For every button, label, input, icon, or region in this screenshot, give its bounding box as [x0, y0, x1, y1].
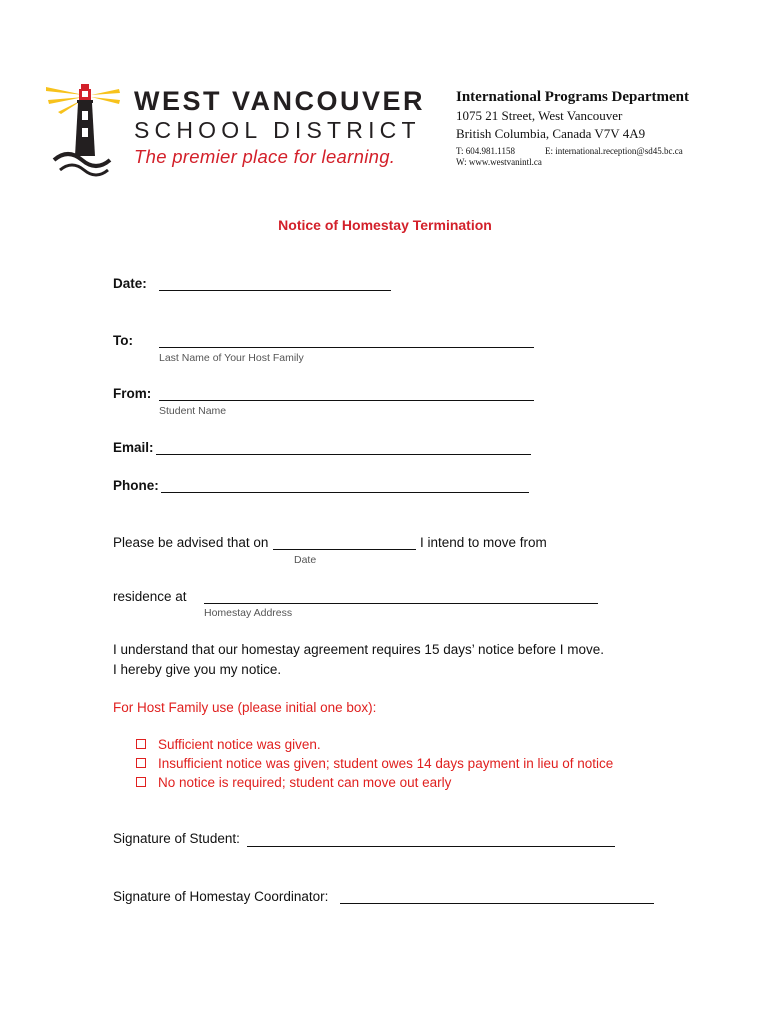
- option-sufficient-label: Sufficient notice was given.: [158, 737, 321, 752]
- option-no-notice: [136, 775, 451, 790]
- department-phone-email: [456, 146, 689, 156]
- department-web: W: www.westvanintl.ca: [456, 157, 542, 167]
- document-title: Notice of Homestay Termination: [278, 217, 492, 233]
- checkbox-sufficient[interactable]: [136, 739, 146, 749]
- from-label: From:: [113, 386, 152, 401]
- department-phone: T: 604.981.1158: [456, 146, 515, 156]
- checkbox-insufficient[interactable]: [136, 758, 146, 768]
- department-city: British Columbia, Canada V7V 4A9: [456, 126, 646, 141]
- to-hint: Last Name of Your Host Family: [159, 352, 304, 364]
- date-field[interactable]: [159, 290, 391, 291]
- homestay-address-field[interactable]: [204, 603, 598, 604]
- lighthouse-icon: [44, 78, 124, 178]
- from-hint: Student Name: [159, 405, 227, 417]
- agreement-line-2: I hereby give you my notice.: [113, 662, 282, 677]
- host-family-use-heading: For Host Family use (please initial one box):: [113, 700, 377, 715]
- move-date-hint: Date: [294, 554, 317, 566]
- department-title: International Programs Department: [456, 89, 690, 105]
- to-label: To:: [113, 333, 133, 348]
- brand-tagline: The premier place for learning.: [134, 146, 396, 167]
- email-field[interactable]: [156, 454, 531, 455]
- department-email: E: international.reception@sd45.bc.ca: [544, 146, 683, 156]
- signature-student-label: Signature of Student:: [113, 831, 240, 846]
- signature-coordinator-label: Signature of Homestay Coordinator:: [113, 889, 329, 904]
- option-insufficient: [136, 756, 613, 771]
- signature-coordinator-field[interactable]: [340, 903, 654, 904]
- checkbox-no-notice[interactable]: [136, 777, 146, 787]
- brand-subname: SCHOOL DISTRICT: [134, 117, 421, 143]
- date-label: Date:: [113, 276, 147, 291]
- phone-field[interactable]: [161, 492, 529, 493]
- move-date-field[interactable]: [273, 549, 416, 550]
- department-contact: [456, 89, 689, 167]
- agreement-line-1: I understand that our homestay agreement requires 15 days’ notice before I move.: [113, 642, 605, 657]
- residence-label: residence at: [113, 589, 187, 604]
- brand-name: WEST VANCOUVER: [134, 86, 426, 116]
- to-field[interactable]: [159, 347, 534, 348]
- from-field[interactable]: [159, 400, 534, 401]
- advised-text: Please be advised that on: [113, 535, 269, 550]
- option-sufficient: [136, 737, 321, 752]
- intend-text: I intend to move from: [420, 535, 547, 550]
- address-hint: Homestay Address: [204, 607, 293, 619]
- email-label: Email:: [113, 440, 154, 455]
- option-no-notice-label: No notice is required; student can move out early: [158, 775, 452, 790]
- department-street: 1075 21 Street, West Vancouver: [456, 108, 623, 123]
- phone-label: Phone:: [113, 478, 159, 493]
- signature-student-field[interactable]: [247, 846, 615, 847]
- option-insufficient-label: Insufficient notice was given; student owes 14 days payment in lieu of notice: [158, 756, 614, 771]
